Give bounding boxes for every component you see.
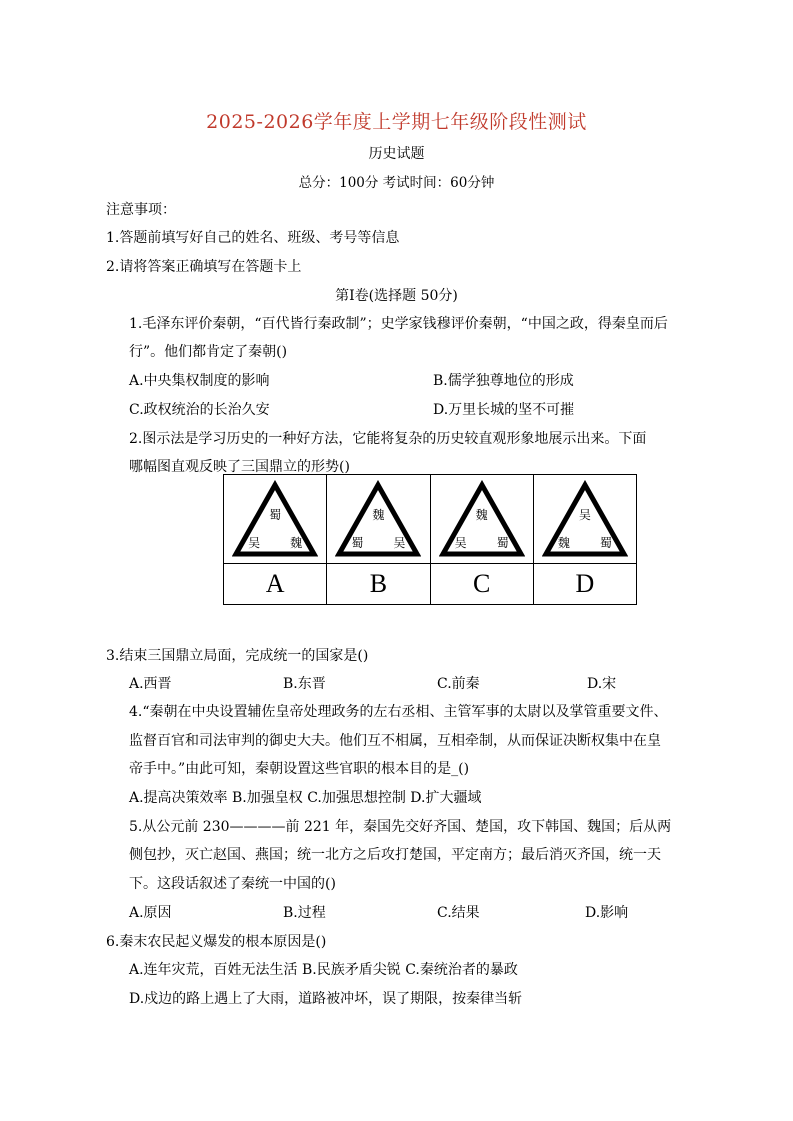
question-3-stem: 3.结束三国鼎立局面，完成统一的国家是() — [106, 648, 369, 664]
question-1-option-d: D.万里长城的坚不可摧 — [433, 402, 575, 418]
figure-d-top: 吴 — [578, 508, 591, 522]
figure-b-left: 蜀 — [351, 536, 364, 550]
question-4-stem-cont: 帝手中。”由此可知，秦朝设置这些官职的根本目的是_() — [129, 761, 470, 777]
three-kingdoms-figure-table — [223, 474, 637, 605]
exam-meta: 总分：100分 考试时间：60分钟 — [298, 175, 495, 191]
question-5-option-b: B.过程 — [283, 905, 326, 921]
question-1-option-c: C.政权统治的长治久安 — [129, 402, 270, 418]
figure-c — [430, 475, 533, 564]
question-1-option-b: B.儒学独尊地位的形成 — [433, 373, 574, 389]
figure-c-top: 魏 — [475, 508, 488, 522]
question-3-option-b: B.东晋 — [283, 676, 326, 692]
question-6-option-d: D.戍边的路上遇上了大雨，道路被冲坏，误了期限，按秦律当斩 — [129, 991, 523, 1007]
figure-label-d: D — [533, 564, 636, 605]
figure-c-left: 吴 — [454, 536, 467, 550]
question-5-option-a: A.原因 — [129, 905, 172, 921]
figure-d-left: 魏 — [557, 536, 570, 550]
figure-b — [327, 475, 430, 564]
question-5-stem-cont: 下。这段话叙述了秦统一中国的() — [129, 876, 336, 892]
subject-title: 历史试题 — [368, 146, 425, 162]
question-1-option-a: A.中央集权制度的影响 — [129, 373, 270, 389]
figure-d — [533, 475, 636, 564]
figure-label-c: C — [430, 564, 533, 605]
page-title: 2025-2026学年度上学期七年级阶段性测试 — [206, 111, 587, 133]
figure-d-right: 蜀 — [599, 536, 612, 550]
question-5-option-c: C.结果 — [437, 905, 480, 921]
question-4-options: A.提高决策效率 B.加强皇权 C.加强思想控制 D.扩大疆域 — [129, 790, 482, 806]
figure-label-a: A — [224, 564, 327, 605]
question-1-stem: 1.毛泽东评价秦朝，“百代皆行秦政制”；史学家钱穆评价秦朝，“中国之政，得秦皇而后 — [129, 316, 668, 332]
note-item: 2.请将答案正确填写在答题卡上 — [106, 259, 302, 275]
question-5-stem: 5.从公元前 230————前 221 年，秦国先交好齐国、楚国，攻下韩国、魏国；后从两 — [129, 819, 672, 835]
question-2-stem: 2.图示法是学习历史的一种好方法，它能将复杂的历史较直观形象地展示出来。下面 — [129, 431, 647, 447]
notes-heading: 注意事项： — [106, 202, 176, 218]
figure-a-right: 魏 — [290, 536, 303, 550]
question-5-stem-cont: 侧包抄，灭亡赵国、燕国；统一北方之后攻打楚国，平定南方；最后消灭齐国，统一天 — [129, 847, 661, 863]
figure-label-b: B — [327, 564, 430, 605]
question-5-option-d: D.影响 — [585, 905, 629, 921]
question-4-stem-cont: 监督百官和司法审判的御史大夫。他们互不相属，互相牵制，从而保证决断权集中在皇 — [129, 733, 661, 749]
question-4-stem: 4.“秦朝在中央设置辅佐皇帝处理政务的左右丞相、主管军事的太尉以及掌管重要文件、 — [129, 704, 668, 720]
question-6-stem: 6.秦末农民起义爆发的根本原因是() — [106, 934, 327, 950]
figure-b-right: 吴 — [393, 536, 406, 550]
section-heading: 第Ⅰ卷(选择题 50分) — [335, 288, 458, 304]
figure-b-top: 魏 — [372, 508, 385, 522]
note-item: 1.答题前填写好自己的姓名、班级、考号等信息 — [106, 230, 400, 246]
question-1-stem-cont: 行”。他们都肯定了秦朝() — [129, 344, 288, 360]
question-2-stem-cont: 哪幅图直观反映了三国鼎立的形势() — [129, 459, 350, 475]
question-3-option-d: D.宋 — [587, 676, 617, 692]
figure-a-left: 吴 — [248, 536, 261, 550]
question-6-options: A.连年灾荒，百姓无法生活 B.民族矛盾尖锐 C.秦统治者的暴政 — [129, 962, 518, 978]
figure-a — [224, 475, 327, 564]
figure-a-top: 蜀 — [269, 508, 282, 522]
question-3-option-a: A.西晋 — [129, 676, 172, 692]
question-3-option-c: C.前秦 — [437, 676, 480, 692]
figure-c-right: 蜀 — [496, 536, 509, 550]
